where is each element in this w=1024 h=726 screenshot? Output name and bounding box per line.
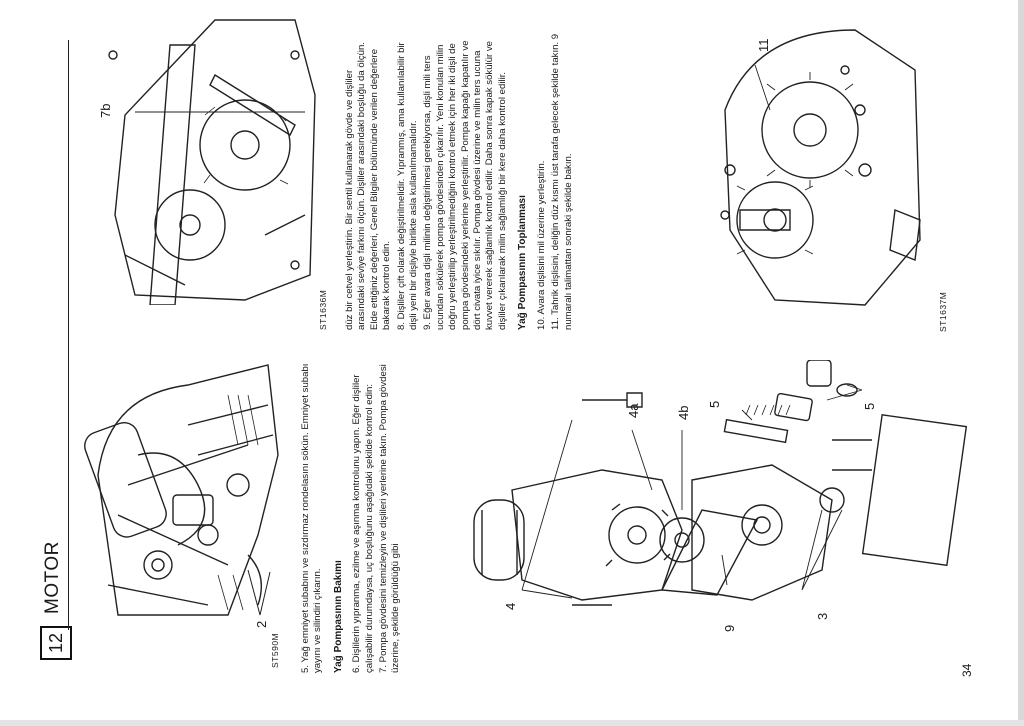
step-8: 8. Dişliler çift olarak değiştirilmelidir. Yıpranmış, ama kullanılabilir bir dişli yeni bir dişliyle birlikte asla kullanılmamalıdır.	[395, 42, 420, 330]
callout-7b: 7b	[98, 103, 113, 118]
gear-measure-illustration	[95, 15, 320, 305]
header-rule	[68, 40, 69, 630]
section-title: MOTOR	[42, 541, 63, 614]
figure-code-gear-measure: ST1636M	[318, 289, 328, 330]
step-6: 6. Dişlilerin yıpranma, ezilme ve aşınma kontrolunu yapın. Eğer dişliler çalışabilir durumdaysa, uç boşluğunu aşağıdaki şekilde kontrol edin:	[351, 374, 375, 673]
step-7: 7. Pompa gövdesini temizleyin ve dişlileri yerlerine takın. Pompa gövdesi üzerine, şekilde görüldüğü gibi	[378, 364, 402, 673]
step-11: 11. Tahrik dişlisini, deliğin düz kısmı üst tarafa gelecek şekilde takın. 9 numaralı talimattan sonraki şekilde bakın.	[550, 33, 574, 330]
callout-4a: 4a	[626, 403, 641, 418]
callout-4: 4	[503, 602, 518, 610]
scan-bottom	[0, 720, 1024, 726]
right-text-column	[344, 30, 577, 330]
page-number: 34	[960, 663, 974, 677]
callout-11: 11	[756, 38, 771, 52]
scan-edge	[1018, 0, 1024, 726]
left-text-column	[300, 347, 405, 673]
callout-5-cap: 5	[862, 402, 877, 410]
pump-exploded-illustration	[452, 360, 967, 615]
heading-pump-maintenance: Yağ Pompasının Bakımı	[332, 560, 344, 673]
heading-pump-assembly: Yağ Pompasının Toplanması	[517, 195, 529, 330]
step-9: 9. Eğer avara dişli milinin değiştirilmesi gerekiyorsa, dişli mili ters ucundan sökülerek pompa gövdesinden çıkarılır. Yeni konulan milin doğru yerleştirilip yerleştirilmediğini kontrol etmek için her iki dişli de pompa gövdesindeki yerlerine yerleştirilir. Pompa kapağı kapatılır ve dört civata iyice sıkılır. Pompa gövdesi üzerine ve milin ters ucuna kuvvet vererek sağlamlık kontrol edilir. Daha sonra kapak sökülür ve dişliler çıkarılarak milin sağlamlığı bir kere daha kontrol edilir.	[422, 40, 508, 330]
callout-4b: 4b	[676, 405, 691, 420]
callout-9: 9	[722, 624, 737, 632]
step-5: 5. Yağ emniyet subabını ve sızdırmaz rondelasını sökün. Emniyet subabı yayını ve silindiri çıkarın.	[300, 363, 324, 673]
continuation-text: düz bir cetvel yerleştirin. Bir sentil kullanarak gövde ve dişliler arasındaki seviye farkını ölçün. Dişliler arasındaki boşluğu da ölçün. Elde ettiğiniz değerleri, Genel Bilgiler bölümünde verilen değerlere bakarak kontrol edin.	[344, 42, 393, 330]
callout-2: 2	[254, 620, 269, 628]
page-box-number: 12	[40, 626, 72, 660]
callout-leader-engine	[240, 560, 280, 620]
step-10: 10. Avara dişlisini mil üzerine yerleştirin.	[535, 160, 547, 330]
pump-body-illustration	[715, 10, 925, 310]
callout-3: 3	[815, 612, 830, 620]
figure-code-pump-body: ST1637M	[938, 291, 948, 332]
callout-5-spring: 5	[707, 400, 722, 408]
figure-code-engine: ST590M	[270, 632, 280, 668]
